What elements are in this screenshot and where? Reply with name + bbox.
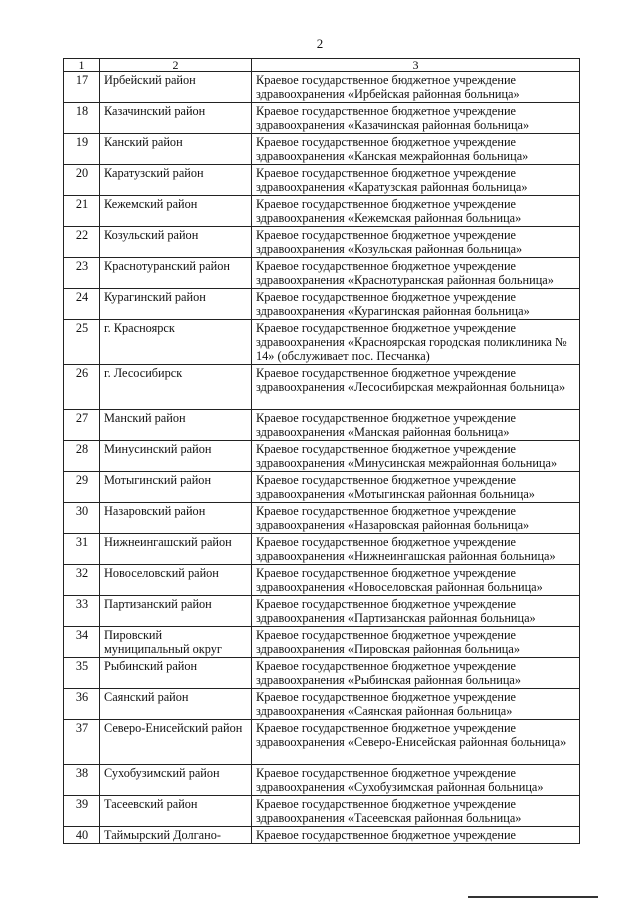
district-name: Казачинский район [100, 103, 252, 134]
institution-name: Краевое государственное бюджетное учреждение здравоохранения «Новоселовская районная больница» [252, 565, 580, 596]
district-name: Саянский район [100, 689, 252, 720]
row-number: 40 [64, 827, 100, 844]
row-number: 25 [64, 320, 100, 365]
district-name: Канский район [100, 134, 252, 165]
district-name: Пировский муниципальный округ [100, 627, 252, 658]
institution-name: Краевое государственное бюджетное учреждение здравоохранения «Курагинская районная больница» [252, 289, 580, 320]
institution-name: Краевое государственное бюджетное учреждение здравоохранения «Краснотуранская районная больница» [252, 258, 580, 289]
district-name: Мотыгинский район [100, 472, 252, 503]
district-name: Новоселовский район [100, 565, 252, 596]
district-name: Партизанский район [100, 596, 252, 627]
row-number: 20 [64, 165, 100, 196]
institution-name: Краевое государственное бюджетное учреждение здравоохранения «Манская районная больница» [252, 410, 580, 441]
institution-name: Краевое государственное бюджетное учреждение здравоохранения «Кежемская районная больница» [252, 196, 580, 227]
institution-name: Краевое государственное бюджетное учреждение здравоохранения «Нижнеингашская районная больница» [252, 534, 580, 565]
row-number: 30 [64, 503, 100, 534]
district-name: Таймырский Долгано- [100, 827, 252, 844]
header-col-2: 2 [100, 59, 252, 72]
table-row [64, 596, 580, 627]
row-number: 33 [64, 596, 100, 627]
table-row [64, 503, 580, 534]
table-row [64, 827, 580, 844]
table-row [64, 289, 580, 320]
table-row [64, 658, 580, 689]
table-row [64, 689, 580, 720]
table-header [64, 59, 580, 72]
table-body [64, 72, 580, 844]
row-number: 35 [64, 658, 100, 689]
district-name: Нижнеингашский район [100, 534, 252, 565]
table-row [64, 365, 580, 410]
table-row [64, 410, 580, 441]
district-name: Назаровский район [100, 503, 252, 534]
row-number: 32 [64, 565, 100, 596]
row-number: 27 [64, 410, 100, 441]
table-row [64, 165, 580, 196]
header-col-3: 3 [252, 59, 580, 72]
row-number: 38 [64, 765, 100, 796]
institution-name: Краевое государственное бюджетное учреждение здравоохранения «Саянская районная больница» [252, 689, 580, 720]
district-name: Ирбейский район [100, 72, 252, 103]
district-name: Рыбинский район [100, 658, 252, 689]
institution-name: Краевое государственное бюджетное учреждение здравоохранения «Ирбейская районная больница» [252, 72, 580, 103]
row-number: 22 [64, 227, 100, 258]
district-name: г. Лесосибирск [100, 365, 252, 410]
row-number: 29 [64, 472, 100, 503]
institution-name: Краевое государственное бюджетное учреждение здравоохранения «Каратузская районная больница» [252, 165, 580, 196]
table-row [64, 534, 580, 565]
table-row [64, 196, 580, 227]
institution-name: Краевое государственное бюджетное учреждение здравоохранения «Назаровская районная больница» [252, 503, 580, 534]
institution-name: Краевое государственное бюджетное учреждение здравоохранения «Рыбинская районная больница» [252, 658, 580, 689]
row-number: 21 [64, 196, 100, 227]
district-name: Сухобузимский район [100, 765, 252, 796]
row-number: 17 [64, 72, 100, 103]
table-row [64, 472, 580, 503]
row-number: 24 [64, 289, 100, 320]
page-number: 2 [316, 36, 324, 51]
district-name: Каратузский район [100, 165, 252, 196]
bottom-rule [468, 896, 598, 898]
row-number: 31 [64, 534, 100, 565]
institution-name: Краевое государственное бюджетное учреждение здравоохранения «Партизанская районная больница» [252, 596, 580, 627]
institution-name: Краевое государственное бюджетное учреждение здравоохранения «Козульская районная больница» [252, 227, 580, 258]
table-row [64, 134, 580, 165]
table-row [64, 103, 580, 134]
institution-name: Краевое государственное бюджетное учреждение здравоохранения «Тасеевская районная больница» [252, 796, 580, 827]
table-row [64, 720, 580, 765]
table-row [64, 796, 580, 827]
row-number: 37 [64, 720, 100, 765]
row-number: 36 [64, 689, 100, 720]
district-name: г. Красноярск [100, 320, 252, 365]
institution-name: Краевое государственное бюджетное учреждение здравоохранения «Канская межрайонная больница» [252, 134, 580, 165]
table-row [64, 258, 580, 289]
institution-name: Краевое государственное бюджетное учреждение здравоохранения «Лесосибирская межрайонная больница» [252, 365, 580, 410]
district-name: Кежемский район [100, 196, 252, 227]
district-name: Козульский район [100, 227, 252, 258]
row-number: 23 [64, 258, 100, 289]
institution-name: Краевое государственное бюджетное учреждение здравоохранения «Красноярская городская поликлиника № 14» (обслуживает пос. Песчанка) [252, 320, 580, 365]
table-row [64, 227, 580, 258]
district-name: Минусинский район [100, 441, 252, 472]
institution-name: Краевое государственное бюджетное учреждение здравоохранения «Северо-Енисейская районная больница» [252, 720, 580, 765]
table-row [64, 320, 580, 365]
district-name: Северо-Енисейский район [100, 720, 252, 765]
district-name: Курагинский район [100, 289, 252, 320]
district-name: Тасеевский район [100, 796, 252, 827]
table-row [64, 627, 580, 658]
header-col-1: 1 [64, 59, 100, 72]
table-row [64, 565, 580, 596]
institution-name: Краевое государственное бюджетное учреждение здравоохранения «Минусинская межрайонная больница» [252, 441, 580, 472]
institution-name: Краевое государственное бюджетное учреждение здравоохранения «Мотыгинская районная больница» [252, 472, 580, 503]
institution-name: Краевое государственное бюджетное учреждение [252, 827, 580, 844]
row-number: 28 [64, 441, 100, 472]
district-name: Краснотуранский район [100, 258, 252, 289]
row-number: 39 [64, 796, 100, 827]
institution-name: Краевое государственное бюджетное учреждение здравоохранения «Казачинская районная больница» [252, 103, 580, 134]
institution-name: Краевое государственное бюджетное учреждение здравоохранения «Сухобузимская районная больница» [252, 765, 580, 796]
institution-name: Краевое государственное бюджетное учреждение здравоохранения «Пировская районная больница» [252, 627, 580, 658]
row-number: 19 [64, 134, 100, 165]
table-row [64, 765, 580, 796]
table-row [64, 72, 580, 103]
districts-table [63, 58, 580, 844]
row-number: 26 [64, 365, 100, 410]
table-row [64, 441, 580, 472]
district-name: Манский район [100, 410, 252, 441]
row-number: 34 [64, 627, 100, 658]
row-number: 18 [64, 103, 100, 134]
